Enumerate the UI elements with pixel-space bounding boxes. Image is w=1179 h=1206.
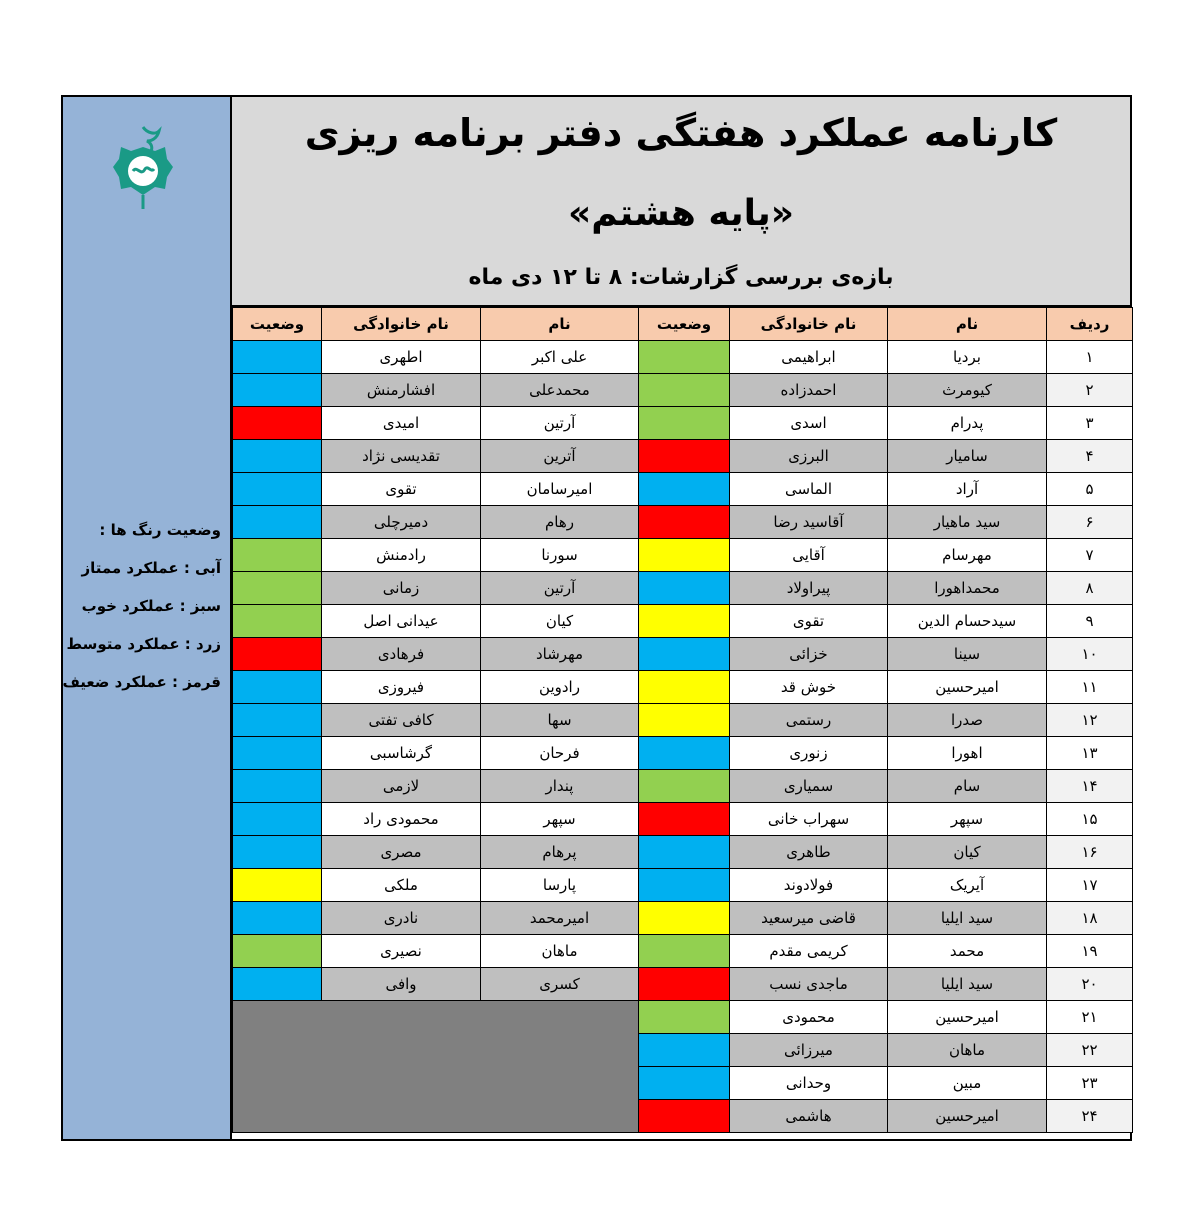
- row-number-cell: ۱۱: [1047, 671, 1133, 704]
- row-number-cell: ۷: [1047, 539, 1133, 572]
- last-name-cell: وافی: [322, 968, 481, 1001]
- last-name-cell: زمانی: [322, 572, 481, 605]
- first-name-cell: مبین: [888, 1067, 1047, 1100]
- table-row: [233, 1001, 1133, 1034]
- status-cell: [233, 902, 322, 935]
- row-number-cell: ۱۲: [1047, 704, 1133, 737]
- first-name-cell: کیان: [481, 605, 639, 638]
- first-name-cell: کیومرث: [888, 374, 1047, 407]
- row-number-cell: ۶: [1047, 506, 1133, 539]
- status-cell: [639, 902, 730, 935]
- table-row: [233, 968, 1133, 1001]
- last-name-cell: عیدانی اصل: [322, 605, 481, 638]
- status-cell: [233, 440, 322, 473]
- last-name-cell: تقوی: [322, 473, 481, 506]
- main-area: [232, 97, 1130, 1139]
- first-name-cell: آترین: [481, 440, 639, 473]
- row-number-cell: ۱: [1047, 341, 1133, 374]
- status-cell: [233, 803, 322, 836]
- first-name-cell: محمدعلی: [481, 374, 639, 407]
- legend-red: قرمز : عملکرد ضعیف: [62, 673, 221, 691]
- status-cell: [639, 341, 730, 374]
- last-name-cell: فولادوند: [730, 869, 888, 902]
- grade-label: «پایه هشتم»: [568, 193, 794, 234]
- status-cell: [639, 374, 730, 407]
- last-name-cell: نادری: [322, 902, 481, 935]
- first-name-cell: سپهر: [888, 803, 1047, 836]
- row-number-cell: ۱۴: [1047, 770, 1133, 803]
- row-number-cell: ۱۹: [1047, 935, 1133, 968]
- first-name-cell: اهورا: [888, 737, 1047, 770]
- first-name-cell: سها: [481, 704, 639, 737]
- legend-green: سبز : عملکرد خوب: [81, 597, 221, 615]
- last-name-cell: رستمی: [730, 704, 888, 737]
- last-name-cell: نصیری: [322, 935, 481, 968]
- row-number-cell: ۴: [1047, 440, 1133, 473]
- status-cell: [639, 803, 730, 836]
- status-cell: [639, 869, 730, 902]
- status-cell: [639, 539, 730, 572]
- status-cell: [639, 671, 730, 704]
- first-name-cell: سام: [888, 770, 1047, 803]
- first-name-cell: صدرا: [888, 704, 1047, 737]
- last-name-cell: طاهری: [730, 836, 888, 869]
- status-cell: [639, 572, 730, 605]
- table-row: [233, 572, 1133, 605]
- first-name-cell: سید ایلیا: [888, 902, 1047, 935]
- status-cell: [233, 374, 322, 407]
- last-name-cell: وحدانی: [730, 1067, 888, 1100]
- first-name-cell: پندار: [481, 770, 639, 803]
- empty-block: [233, 1001, 639, 1133]
- first-name-cell: سید ایلیا: [888, 968, 1047, 1001]
- first-name-cell: علی اکبر: [481, 341, 639, 374]
- first-name-cell: امیرسامان: [481, 473, 639, 506]
- row-number-cell: ۱۵: [1047, 803, 1133, 836]
- first-name-cell: امیرحسین: [888, 671, 1047, 704]
- status-cell: [233, 671, 322, 704]
- first-name-cell: محمد: [888, 935, 1047, 968]
- first-name-cell: کسری: [481, 968, 639, 1001]
- table-row: [233, 473, 1133, 506]
- last-name-cell: فرهادی: [322, 638, 481, 671]
- table-row: [233, 605, 1133, 638]
- sidebar: [63, 97, 232, 1139]
- table-row: [233, 341, 1133, 374]
- last-name-cell: رادمنش: [322, 539, 481, 572]
- status-cell: [639, 1100, 730, 1133]
- first-name-cell: رهام: [481, 506, 639, 539]
- last-name-cell: گرشاسبی: [322, 737, 481, 770]
- row-number-cell: ۹: [1047, 605, 1133, 638]
- row-number-cell: ۳: [1047, 407, 1133, 440]
- first-name-cell: امیرحسین: [888, 1100, 1047, 1133]
- last-name-cell: مصری: [322, 836, 481, 869]
- row-number-cell: ۱۸: [1047, 902, 1133, 935]
- last-name-cell: احمدزاده: [730, 374, 888, 407]
- report-title: کارنامه عملکرد هفتگی دفتر برنامه ریزی: [304, 111, 1058, 155]
- status-cell: [233, 770, 322, 803]
- status-cell: [639, 473, 730, 506]
- table-header-row: [233, 308, 1133, 341]
- status-cell: [639, 407, 730, 440]
- row-number-cell: ۱۳: [1047, 737, 1133, 770]
- row-number-cell: ۸: [1047, 572, 1133, 605]
- first-name-cell: پارسا: [481, 869, 639, 902]
- status-cell: [233, 935, 322, 968]
- last-name-cell: امیدی: [322, 407, 481, 440]
- report-header: [232, 97, 1130, 307]
- header-first-b: نام: [481, 308, 639, 341]
- table-row: [233, 836, 1133, 869]
- last-name-cell: الماسی: [730, 473, 888, 506]
- status-cell: [639, 1067, 730, 1100]
- row-number-cell: ۲۴: [1047, 1100, 1133, 1133]
- first-name-cell: کیان: [888, 836, 1047, 869]
- status-cell: [233, 704, 322, 737]
- first-name-cell: پدرام: [888, 407, 1047, 440]
- students-table: [232, 307, 1133, 1133]
- status-cell: [639, 770, 730, 803]
- first-name-cell: ماهان: [481, 935, 639, 968]
- table-row: [233, 638, 1133, 671]
- first-name-cell: امیرحسین: [888, 1001, 1047, 1034]
- last-name-cell: آقاسید رضا: [730, 506, 888, 539]
- status-cell: [233, 473, 322, 506]
- last-name-cell: تقدیسی نژاد: [322, 440, 481, 473]
- first-name-cell: ماهان: [888, 1034, 1047, 1067]
- first-name-cell: سامیار: [888, 440, 1047, 473]
- table-row: [233, 935, 1133, 968]
- status-cell: [639, 1034, 730, 1067]
- last-name-cell: پیراولاد: [730, 572, 888, 605]
- first-name-cell: سینا: [888, 638, 1047, 671]
- header-last-a: نام خانوادگی: [730, 308, 888, 341]
- header-row-number: ردیف: [1047, 308, 1133, 341]
- last-name-cell: خوش قد: [730, 671, 888, 704]
- first-name-cell: مهرشاد: [481, 638, 639, 671]
- row-number-cell: ۲۱: [1047, 1001, 1133, 1034]
- status-cell: [639, 968, 730, 1001]
- first-name-cell: سپهر: [481, 803, 639, 836]
- row-number-cell: ۱۰: [1047, 638, 1133, 671]
- status-cell: [233, 869, 322, 902]
- status-cell: [639, 737, 730, 770]
- header-first-a: نام: [888, 308, 1047, 341]
- first-name-cell: امیرمحمد: [481, 902, 639, 935]
- last-name-cell: کافی تفتی: [322, 704, 481, 737]
- status-cell: [233, 605, 322, 638]
- row-number-cell: ۲۲: [1047, 1034, 1133, 1067]
- status-cell: [233, 638, 322, 671]
- last-name-cell: اطهری: [322, 341, 481, 374]
- first-name-cell: آیریک: [888, 869, 1047, 902]
- status-cell: [233, 968, 322, 1001]
- header-status-a: وضعیت: [639, 308, 730, 341]
- last-name-cell: محمودی راد: [322, 803, 481, 836]
- first-name-cell: مهرسام: [888, 539, 1047, 572]
- status-cell: [639, 605, 730, 638]
- first-name-cell: سیدحسام الدین: [888, 605, 1047, 638]
- table-row: [233, 803, 1133, 836]
- last-name-cell: سمیاری: [730, 770, 888, 803]
- last-name-cell: لازمی: [322, 770, 481, 803]
- table-row: [233, 539, 1133, 572]
- first-name-cell: پرهام: [481, 836, 639, 869]
- row-number-cell: ۲۰: [1047, 968, 1133, 1001]
- row-number-cell: ۱۶: [1047, 836, 1133, 869]
- first-name-cell: سید ماهیار: [888, 506, 1047, 539]
- row-number-cell: ۱۷: [1047, 869, 1133, 902]
- table-row: [233, 737, 1133, 770]
- first-name-cell: آراد: [888, 473, 1047, 506]
- legend-yellow: زرد : عملکرد متوسط: [66, 635, 221, 653]
- last-name-cell: ملکی: [322, 869, 481, 902]
- status-cell: [233, 407, 322, 440]
- table-row: [233, 704, 1133, 737]
- last-name-cell: افشارمنش: [322, 374, 481, 407]
- last-name-cell: کریمی مقدم: [730, 935, 888, 968]
- table-row: [233, 407, 1133, 440]
- last-name-cell: میرزائی: [730, 1034, 888, 1067]
- last-name-cell: دمیرچلی: [322, 506, 481, 539]
- report-card-frame: [61, 95, 1132, 1141]
- last-name-cell: هاشمی: [730, 1100, 888, 1133]
- last-name-cell: سهراب خانی: [730, 803, 888, 836]
- first-name-cell: بردیا: [888, 341, 1047, 374]
- header-last-b: نام خانوادگی: [322, 308, 481, 341]
- status-cell: [233, 539, 322, 572]
- first-name-cell: فرحان: [481, 737, 639, 770]
- table-row: [233, 770, 1133, 803]
- status-cell: [639, 638, 730, 671]
- status-cell: [233, 836, 322, 869]
- table-row: [233, 671, 1133, 704]
- last-name-cell: اسدی: [730, 407, 888, 440]
- last-name-cell: زنوری: [730, 737, 888, 770]
- legend-blue: آبی : عملکرد ممتاز: [81, 559, 221, 577]
- last-name-cell: تقوی: [730, 605, 888, 638]
- last-name-cell: آقایی: [730, 539, 888, 572]
- header-status-b: وضعیت: [233, 308, 322, 341]
- row-number-cell: ۵: [1047, 473, 1133, 506]
- last-name-cell: ماجدی نسب: [730, 968, 888, 1001]
- table-row: [233, 374, 1133, 407]
- school-logo-icon: [111, 125, 175, 211]
- last-name-cell: ابراهیمی: [730, 341, 888, 374]
- legend-heading: وضعیت رنگ ها :: [99, 521, 221, 539]
- last-name-cell: خزائی: [730, 638, 888, 671]
- status-cell: [233, 506, 322, 539]
- status-cell: [233, 572, 322, 605]
- table-row: [233, 440, 1133, 473]
- table-row: [233, 506, 1133, 539]
- status-cell: [639, 836, 730, 869]
- period-label: بازه‌ی بررسی گزارشات: ۸ تا ۱۲ دی ماه: [468, 265, 894, 290]
- first-name-cell: آرتین: [481, 407, 639, 440]
- first-name-cell: محمداهورا: [888, 572, 1047, 605]
- color-legend: [62, 511, 221, 701]
- row-number-cell: ۲۳: [1047, 1067, 1133, 1100]
- status-cell: [233, 341, 322, 374]
- status-cell: [233, 737, 322, 770]
- status-cell: [639, 704, 730, 737]
- row-number-cell: ۲: [1047, 374, 1133, 407]
- first-name-cell: آرتین: [481, 572, 639, 605]
- first-name-cell: سورنا: [481, 539, 639, 572]
- status-cell: [639, 1001, 730, 1034]
- status-cell: [639, 506, 730, 539]
- status-cell: [639, 440, 730, 473]
- first-name-cell: رادوین: [481, 671, 639, 704]
- last-name-cell: فیروزی: [322, 671, 481, 704]
- last-name-cell: محمودی: [730, 1001, 888, 1034]
- table-row: [233, 902, 1133, 935]
- table-row: [233, 869, 1133, 902]
- last-name-cell: البرزی: [730, 440, 888, 473]
- last-name-cell: قاضی میرسعید: [730, 902, 888, 935]
- status-cell: [639, 935, 730, 968]
